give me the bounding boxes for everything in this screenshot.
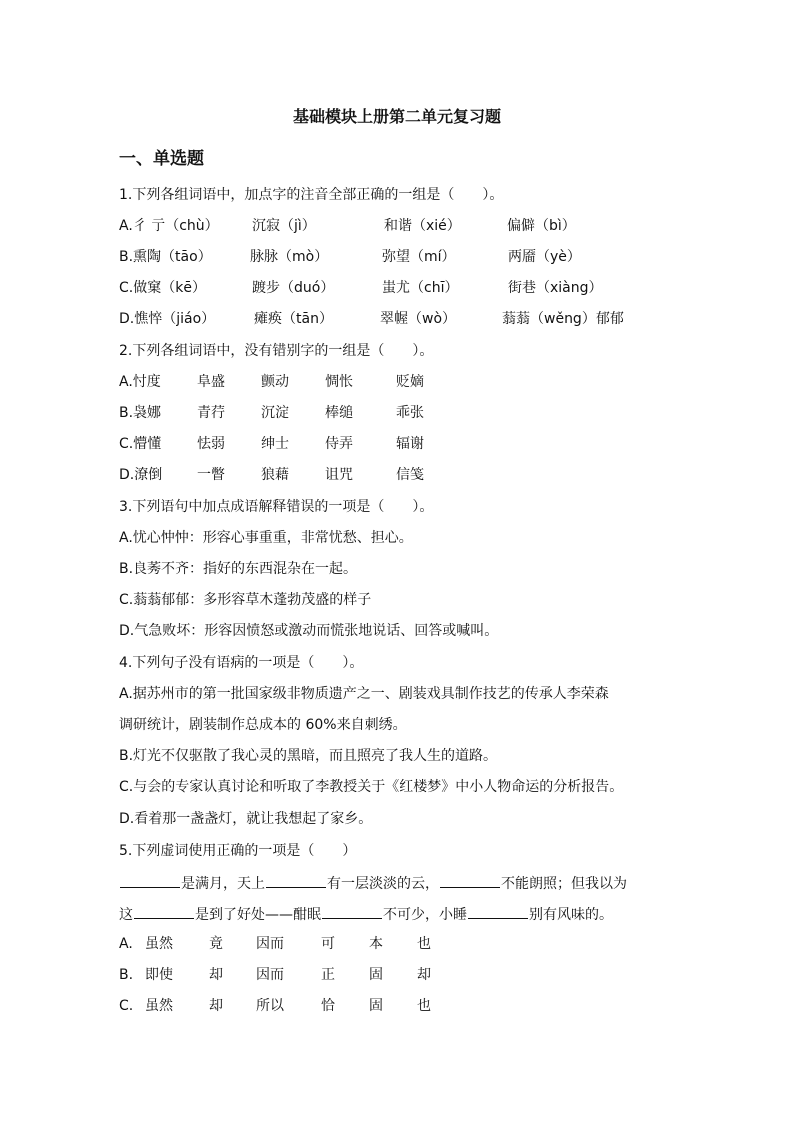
question-3-option-b: B.良莠不齐：指好的东西混杂在一起。 xyxy=(119,561,358,577)
question-5-passage-line-2 xyxy=(119,902,613,924)
option-cell: 蚩尤（chī） xyxy=(382,280,459,296)
option-cell: 信笺 xyxy=(396,467,424,483)
option-cell: 翠幄（wò） xyxy=(380,311,457,327)
option-cell: 脉脉（mò） xyxy=(250,249,329,265)
option-cell: 因而 xyxy=(256,967,284,983)
option-cell: D.潦倒 xyxy=(119,467,163,483)
question-4-option-a-continued: 调研统计，剧装制作总成本的 60%来自刺绣。 xyxy=(119,717,407,733)
option-letter: A. xyxy=(119,936,133,952)
option-cell: 青荇 xyxy=(197,405,225,421)
option-cell: 恰 xyxy=(321,998,335,1014)
option-cell: 绅士 xyxy=(261,436,289,452)
option-cell: 乖张 xyxy=(396,405,424,421)
answer-blank xyxy=(468,902,528,919)
answer-blank xyxy=(266,871,326,888)
option-cell: 弥望（mí） xyxy=(382,249,456,265)
option-cell: 侍弄 xyxy=(325,436,353,452)
option-cell: 蓊蓊（wěng）郁郁 xyxy=(502,311,624,327)
option-cell: 棒缒 xyxy=(325,405,353,421)
option-cell: 街巷（xiàng） xyxy=(508,280,603,296)
option-cell: 固 xyxy=(369,998,383,1014)
question-3-stem: 3.下列语句中加点成语解释错误的一项是（ ）。 xyxy=(119,499,434,515)
question-2-stem: 2.下列各组词语中，没有错别字的一组是（ ）。 xyxy=(119,343,434,359)
option-cell: 却 xyxy=(209,967,223,983)
question-4-option-c: C.与会的专家认真讨论和听取了李教授关于《红楼梦》中小人物命运的分析报告。 xyxy=(119,779,624,795)
option-cell: 所以 xyxy=(256,998,284,1014)
option-cell: A.彳 亍（chù） xyxy=(119,218,219,234)
option-cell: 踱步（duó） xyxy=(252,280,335,296)
option-cell: C.懵懂 xyxy=(119,436,162,452)
option-cell: 诅咒 xyxy=(325,467,353,483)
question-3-option-d: D.气急败坏：形容因愤怒或激动而慌张地说话、回答或喊叫。 xyxy=(119,623,499,639)
option-cell: 虽然 xyxy=(145,936,173,952)
option-cell: 阜盛 xyxy=(197,374,225,390)
option-cell: 偏僻（bì） xyxy=(507,218,576,234)
option-cell: A.忖度 xyxy=(119,374,161,390)
option-cell: D.憔悴（jiáo） xyxy=(119,311,216,327)
answer-blank xyxy=(322,902,382,919)
option-cell: 狼藉 xyxy=(261,467,289,483)
question-4-option-b: B.灯光不仅驱散了我心灵的黑暗，而且照亮了我人生的道路。 xyxy=(119,748,498,764)
option-cell: 一瞥 xyxy=(197,467,225,483)
passage-segment: 不可少，小睡 xyxy=(383,907,467,923)
option-cell: 虽然 xyxy=(145,998,173,1014)
option-cell: 惆怅 xyxy=(325,374,353,390)
option-cell: B.袅娜 xyxy=(119,405,162,421)
option-cell: 却 xyxy=(417,967,431,983)
question-4-option-a: A.据苏州市的第一批国家级非物质遗产之一、剧装戏具制作技艺的传承人李荣森 xyxy=(119,686,609,702)
question-3-option-a: A.忧心忡忡：形容心事重重，非常忧愁、担心。 xyxy=(119,530,413,546)
section-heading: 一、单选题 xyxy=(119,149,204,169)
option-cell: 也 xyxy=(417,998,431,1014)
option-cell: 竟 xyxy=(209,936,223,952)
answer-blank xyxy=(120,871,180,888)
passage-segment: 是到了好处——酣眠 xyxy=(195,907,321,923)
option-cell: C.做窠（kē） xyxy=(119,280,206,296)
option-cell: 却 xyxy=(209,998,223,1014)
question-3-option-c: C.蓊蓊郁郁：多形容草木蓬勃茂盛的样子 xyxy=(119,592,372,608)
answer-blank xyxy=(440,871,500,888)
option-cell: 可 xyxy=(321,936,335,952)
answer-blank xyxy=(134,902,194,919)
question-5-passage-line-1 xyxy=(119,871,627,893)
option-cell: 怯弱 xyxy=(197,436,225,452)
question-1-stem: 1.下列各组词语中，加点字的注音全部正确的一组是（ ）。 xyxy=(119,187,504,203)
question-5-stem: 5.下列虚词使用正确的一项是（ ） xyxy=(119,843,357,859)
option-cell: 也 xyxy=(417,936,431,952)
passage-segment: 是满月，天上 xyxy=(181,876,265,892)
option-cell: 正 xyxy=(321,967,335,983)
option-cell: 固 xyxy=(369,967,383,983)
question-4-option-d: D.看着那一盏盏灯，就让我想起了家乡。 xyxy=(119,811,373,827)
passage-segment: 这 xyxy=(119,907,133,923)
passage-segment: 别有风味的。 xyxy=(529,907,613,923)
option-cell: 两靥（yè） xyxy=(508,249,581,265)
option-cell: 沉寂（jì） xyxy=(252,218,316,234)
option-letter: B. xyxy=(119,967,134,983)
passage-segment: 有一层淡淡的云， xyxy=(327,876,439,892)
option-cell: 和谐（xié） xyxy=(384,218,461,234)
option-cell: 贬嫡 xyxy=(396,374,424,390)
option-cell: 本 xyxy=(369,936,383,952)
option-cell: 辐谢 xyxy=(396,436,424,452)
option-cell: 瘫痪（tān） xyxy=(254,311,333,327)
option-cell: 颤动 xyxy=(261,374,289,390)
option-cell: 即使 xyxy=(145,967,173,983)
document-title: 基础模块上册第二单元复习题 xyxy=(292,107,501,126)
option-cell: 沉淀 xyxy=(261,405,289,421)
question-4-stem: 4.下列句子没有语病的一项是（ ）。 xyxy=(119,655,364,671)
option-cell: B.熏陶（tāo） xyxy=(119,249,212,265)
passage-segment: 不能朗照；但我以为 xyxy=(501,876,627,892)
option-cell: 因而 xyxy=(256,936,284,952)
option-letter: C. xyxy=(119,998,134,1014)
